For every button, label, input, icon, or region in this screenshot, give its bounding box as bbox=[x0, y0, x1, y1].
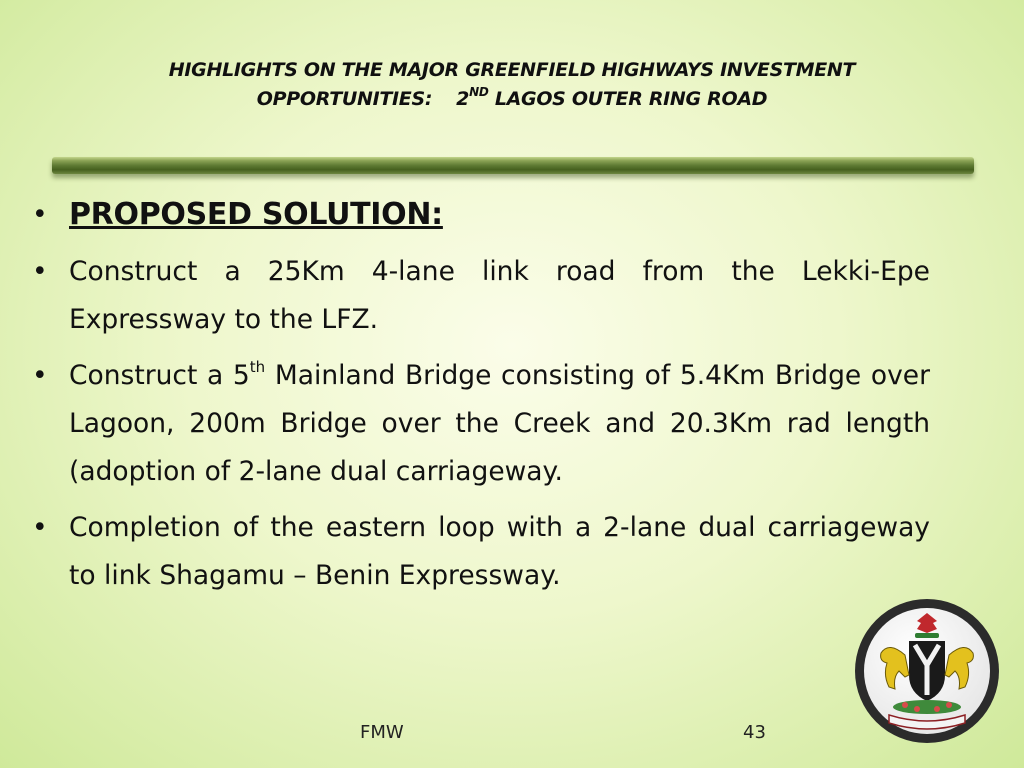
title-line-2 bbox=[60, 85, 964, 114]
bullet-text-eastern-loop: Completion of the eastern loop with a 2-lane dual carriageway to link Shagamu – Benin Expressway. bbox=[69, 512, 930, 591]
bullet-item bbox=[30, 248, 930, 344]
title-line-1: HIGHLIGHTS ON THE MAJOR GREENFIELD HIGHWAYS INVESTMENT bbox=[168, 59, 856, 81]
bullet-text-bridge-superscript: th bbox=[249, 358, 266, 377]
bullet-heading bbox=[30, 191, 930, 240]
proposed-solution-heading: PROPOSED SOLUTION: bbox=[69, 197, 443, 232]
slide-page-number: 43 bbox=[743, 722, 766, 743]
bullet-text-bridge-suffix: Mainland Bridge consisting of 5.4Km Bridge over Lagoon, 200m Bridge over the Creek and 20.3Km rad length (adoption of 2-lane dual carriageway. bbox=[69, 360, 930, 487]
bullet-text-bridge-prefix: Construct a 5 bbox=[69, 360, 250, 391]
title-line-2-prefix: OPPORTUNITIES: bbox=[256, 88, 433, 110]
title-line-2-superscript: ND bbox=[469, 84, 489, 99]
slide-title bbox=[60, 56, 964, 114]
title-line-2-suffix: LAGOS OUTER RING ROAD bbox=[488, 88, 768, 110]
bullet-text-link-road: Construct a 25Km 4-lane link road from the Lekki-Epe Expressway to the LFZ. bbox=[69, 256, 930, 335]
title-divider bbox=[52, 157, 974, 174]
nigeria-coat-of-arms-icon bbox=[853, 597, 1001, 745]
bullet-item bbox=[30, 504, 930, 600]
bullet-list bbox=[30, 191, 930, 608]
bullet-item bbox=[30, 352, 930, 496]
title-line-2-number: 2 bbox=[456, 88, 470, 110]
footer-left-text: FMW bbox=[360, 722, 404, 743]
